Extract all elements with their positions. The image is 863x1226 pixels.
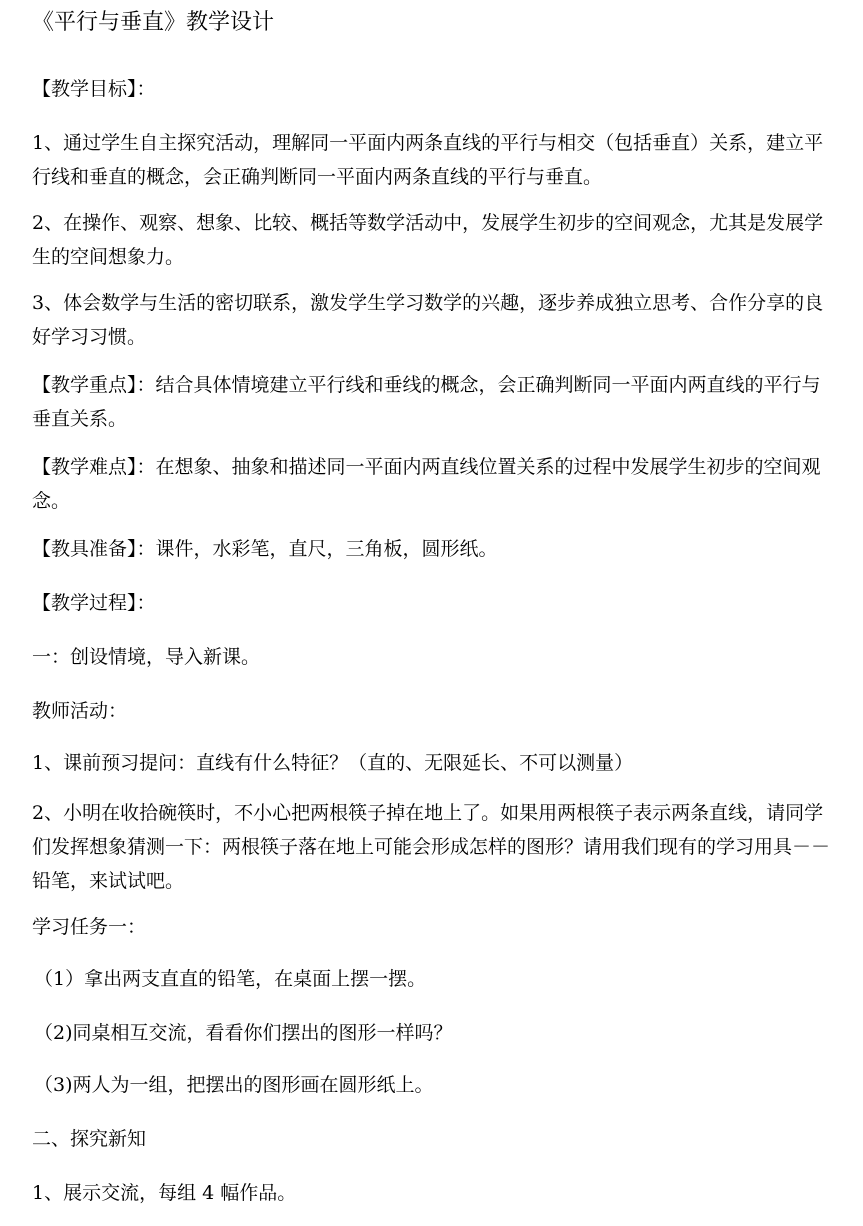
task-1: （1）拿出两支直直的铅笔，在桌面上摆一摆。 [34, 968, 427, 990]
tools: 【教具准备】：课件，水彩笔，直尺，三角板，圆形纸。 [32, 538, 498, 560]
goal-1: 1、通过学生自主探究活动，理解同一平面内两条直线的平行与相交（包括垂直）关系，建立平行线和垂直的概念，会正确判断同一平面内两条直线的平行与垂直。 [32, 132, 824, 188]
difficulty: 【教学难点】：在想象、抽象和描述同一平面内两直线位置关系的过程中发展学生初步的空间观念。 [32, 456, 821, 512]
step-2: 2、小明在收拾碗筷时，不小心把两根筷子掉在地上了。如果用两根筷子表示两条直线，请同学们发挥想象猜测一下：两根筷子落在地上可能会形成怎样的图形？请用我们现有的学习用具－－铅笔，来试试吧。 [32, 802, 831, 892]
section-2-heading: 二、探究新知 [32, 1128, 147, 1150]
section-1-heading: 一：创设情境，导入新课。 [32, 646, 261, 668]
teacher-activity-label: 教师活动： [32, 700, 128, 722]
task-2: （2)同桌相互交流，看看你们摆出的图形一样吗？ [34, 1022, 453, 1044]
process-heading: 【教学过程】： [32, 592, 156, 614]
task-heading: 学习任务一： [32, 916, 147, 938]
document-title: 《平行与垂直》教学设计 [32, 10, 275, 35]
task-3: （3)两人为一组，把摆出的图形画在圆形纸上。 [34, 1074, 434, 1096]
step-1: 1、课前预习提问：直线有什么特征？（直的、无限延长、不可以测量） [32, 752, 634, 774]
goal-2: 2、在操作、观察、想象、比较、概括等数学活动中，发展学生初步的空间观念，尤其是发展学生的空间想象力。 [32, 212, 824, 268]
key-point: 【教学重点】：结合具体情境建立平行线和垂线的概念，会正确判断同一平面内两直线的平行与垂直关系。 [32, 374, 821, 430]
goal-3: 3、体会数学与生活的密切联系，激发学生学习数学的兴趣，逐步养成独立思考、合作分享的良好学习习惯。 [32, 292, 824, 348]
goals-heading: 【教学目标】： [32, 78, 156, 100]
display-step: 1、展示交流，每组 4 幅作品。 [32, 1182, 297, 1204]
